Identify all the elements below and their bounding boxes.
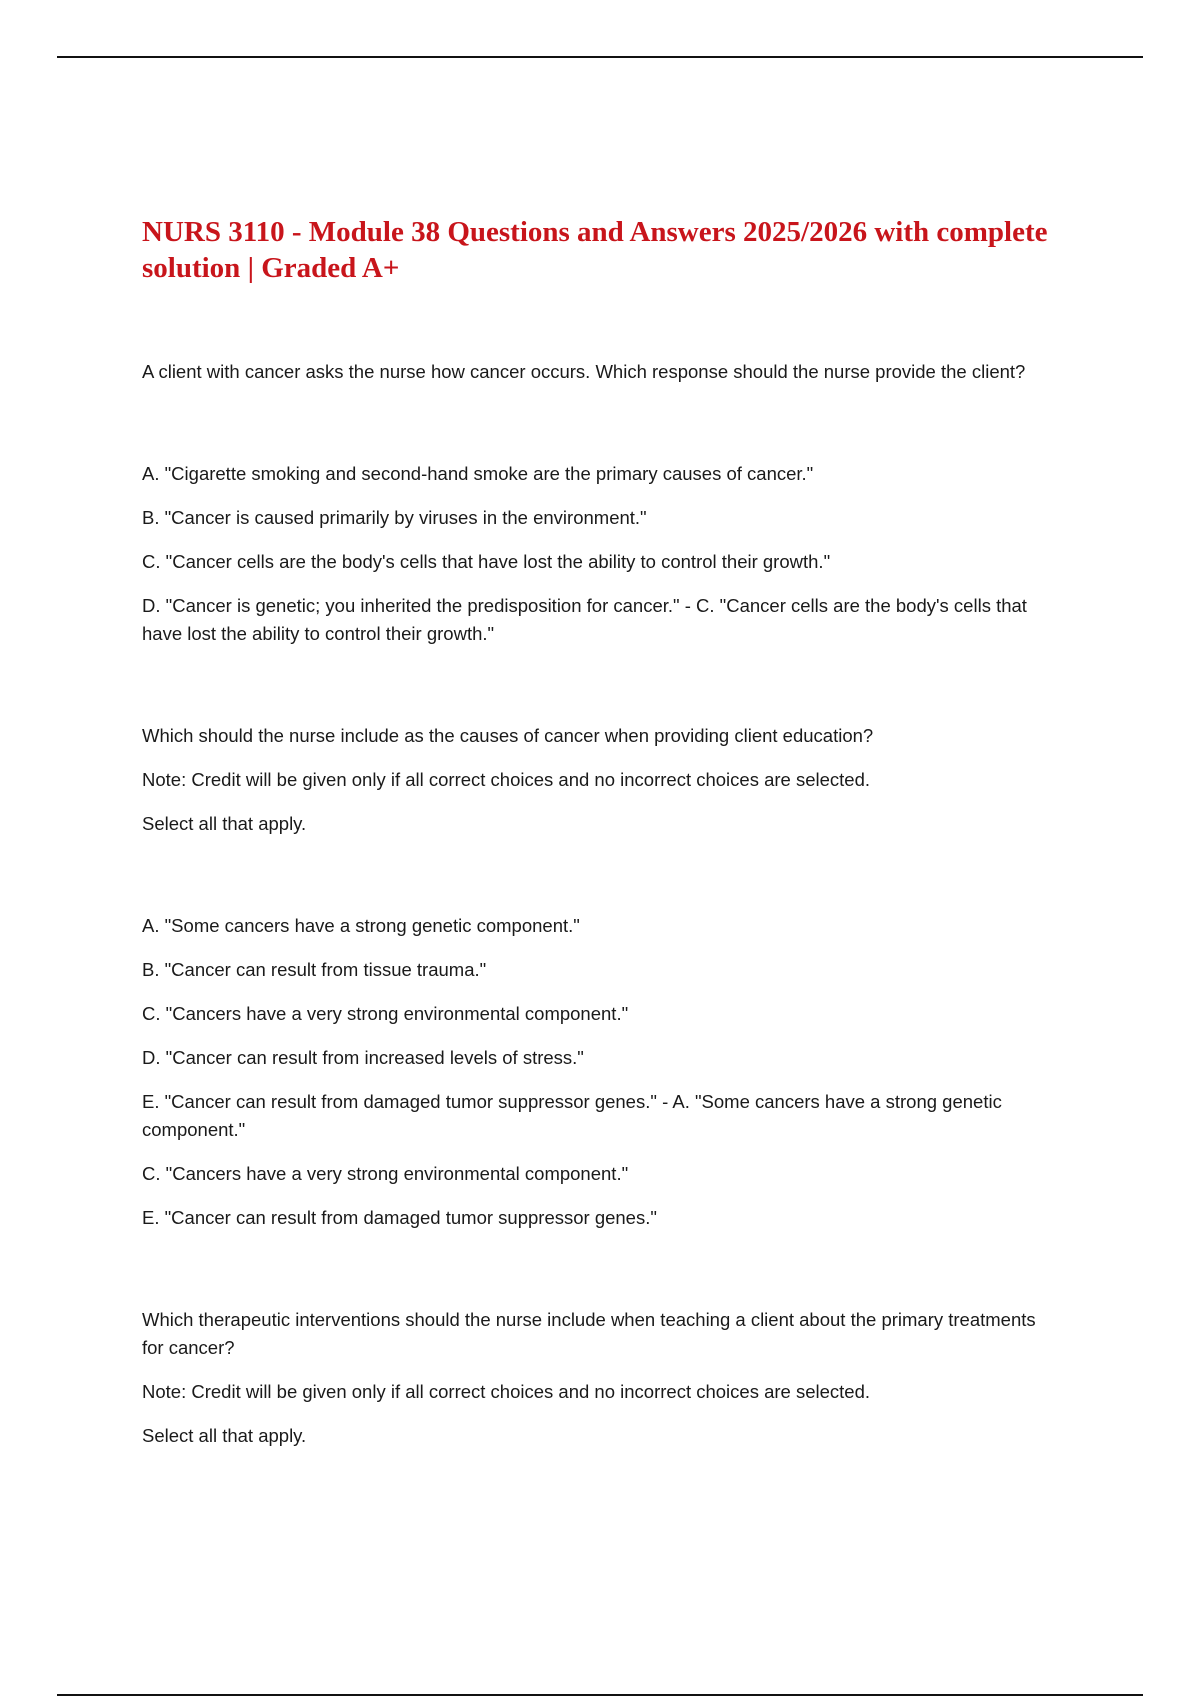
question-instruction: Select all that apply.: [142, 813, 307, 834]
question-1: [142, 358, 1062, 648]
answer-option: E. "Cancer can result from damaged tumor suppressor genes.": [142, 1207, 657, 1228]
answer-option: B. "Cancer can result from tissue trauma.": [142, 959, 487, 980]
answer-option: A. "Cigarette smoking and second-hand smoke are the primary causes of cancer.": [142, 463, 814, 484]
question-stem: Which should the nurse include as the causes of cancer when providing client education?: [142, 725, 874, 746]
answer-option: E. "Cancer can result from damaged tumor suppressor genes." - A. "Some cancers have a strong genetic component.": [142, 1091, 1002, 1140]
question-3: [142, 1306, 1062, 1450]
answer-option: B. "Cancer is caused primarily by viruses in the environment.": [142, 507, 647, 528]
document-title: NURS 3110 - Module 38 Questions and Answers 2025/2026 with complete solution | Graded A+: [142, 216, 1048, 284]
question-2: [142, 722, 1062, 1232]
document-body: [142, 214, 1062, 1466]
answer-option: C. "Cancers have a very strong environmental component.": [142, 1163, 629, 1184]
answer-option: A. "Some cancers have a strong genetic component.": [142, 915, 580, 936]
question-note: Note: Credit will be given only if all correct choices and no incorrect choices are selected.: [142, 769, 871, 790]
question-instruction: Select all that apply.: [142, 1425, 307, 1446]
question-note: Note: Credit will be given only if all correct choices and no incorrect choices are selected.: [142, 1381, 871, 1402]
question-stem: A client with cancer asks the nurse how cancer occurs. Which response should the nurse provide the client?: [142, 361, 1026, 382]
top-rule: [57, 56, 1143, 58]
answer-option: D. "Cancer can result from increased levels of stress.": [142, 1047, 584, 1068]
answer-option: C. "Cancers have a very strong environmental component.": [142, 1003, 629, 1024]
answer-option: D. "Cancer is genetic; you inherited the predisposition for cancer." - C. "Cancer cells are the body's cells that have lost the ability to control their growth.": [142, 595, 1027, 644]
question-stem: Which therapeutic interventions should the nurse include when teaching a client about the primary treatments for cancer?: [142, 1309, 1036, 1358]
answer-option: C. "Cancer cells are the body's cells that have lost the ability to control their growth.": [142, 551, 831, 572]
bottom-rule: [57, 1694, 1143, 1696]
